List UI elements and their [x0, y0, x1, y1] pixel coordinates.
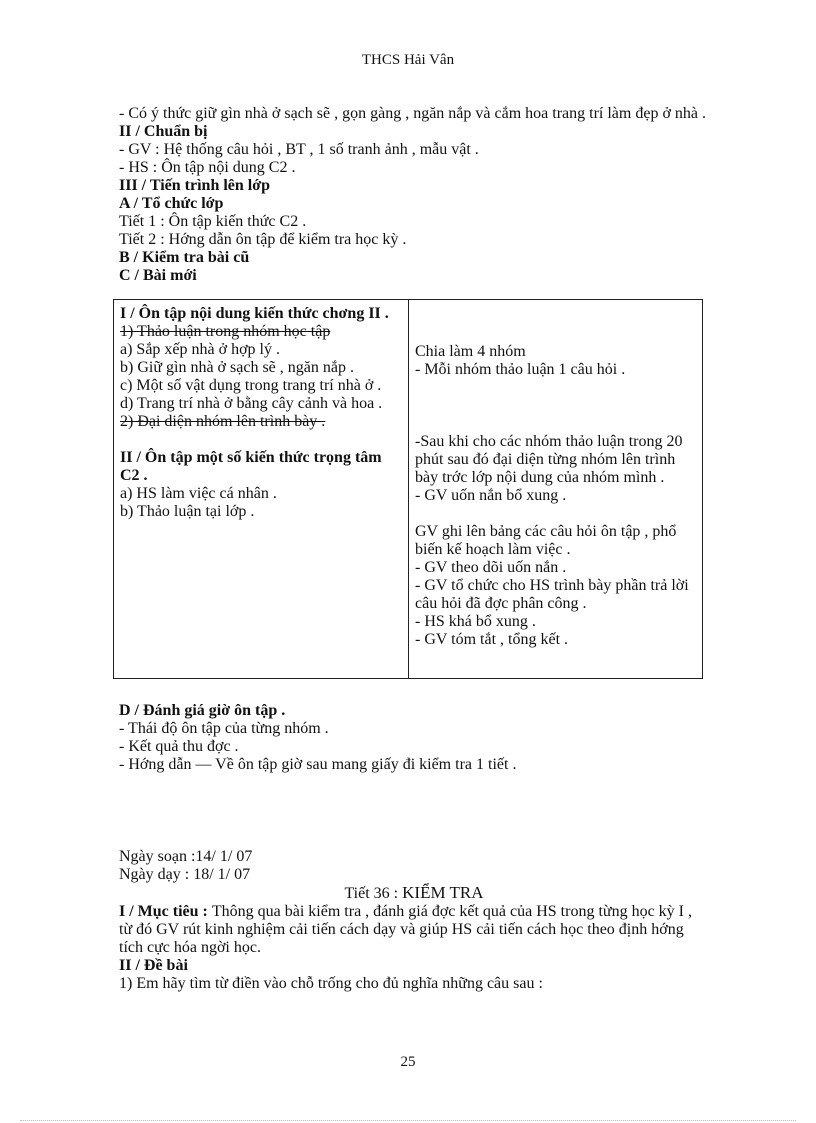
table-item: 2) Đại diện nhóm lên trình bày . — [120, 413, 326, 430]
table-heading: II / Ôn tập một số kiến thức trọng tâm C2 . — [120, 449, 382, 484]
evaluation-section — [119, 702, 709, 774]
tiet-line: Tiết 1 : Ôn tập kiến thức C2 . — [119, 213, 307, 230]
table-item: GV ghi lên bảng các câu hỏi ôn tập , phổ biến kế hoạch làm việc . — [415, 523, 677, 558]
spacer — [120, 431, 402, 449]
lesson-table — [113, 299, 703, 679]
lesson-36-section — [119, 848, 709, 993]
spacer — [415, 379, 695, 433]
tiet-line: Tiết 2 : Hớng dẫn ôn tập để kiểm tra học kỳ . — [119, 231, 407, 248]
intro-line: - Có ý thức giữ gìn nhà ở sạch sẽ , gọn gàng , ngăn nắp và cắm hoa trang trí làm đẹp ở nhà . — [119, 105, 707, 122]
date-taught: Ngày dạy : 18/ 1/ 07 — [119, 866, 251, 883]
table-item: - GV theo dõi uốn nắn . — [415, 559, 567, 576]
evaluation-line: - Thái độ ôn tập của từng nhóm . — [119, 720, 329, 737]
table-item: 1) Thảo luận trong nhóm học tập — [120, 323, 331, 340]
page-bottom-border — [20, 1120, 796, 1121]
table-item: -Sau khi cho các nhóm thảo luận trong 20 phút sau đó đại diện từng nhóm lên trình bày trớc lớp nội dung của nhóm mình . — [415, 433, 683, 486]
table-item: a) HS làm việc cá nhân . — [120, 485, 277, 502]
section-heading: D / Đánh giá giờ ôn tập . — [119, 702, 286, 719]
date-prepared: Ngày soạn :14/ 1/ 07 — [119, 848, 253, 865]
table-heading: I / Ôn tập nội dung kiến thức chơng II . — [120, 305, 389, 322]
section-heading: C / Bài mới — [119, 267, 197, 284]
table-item: - GV uốn nắn bổ xung . — [415, 487, 567, 504]
evaluation-line: - Hớng dẫn — Về ôn tập giờ sau mang giấy đi kiểm tra 1 tiết . — [119, 756, 517, 773]
intro-section — [119, 105, 709, 285]
hs-prep-line: - HS : Ôn tập nội dung C2 . — [119, 159, 296, 176]
page-number: 25 — [400, 1054, 416, 1070]
objectives-text: Thông qua bài kiểm tra , đánh giá đợc kết quả của HS trong từng học kỳ I , từ đó GV rút kinh nghiệm cải tiến cách dạy và giúp HS cải tiến cách học theo định hớng tích cực hóa ngời học. — [119, 903, 692, 956]
page-header: THCS Hải Vân — [361, 52, 455, 68]
table-left-column — [120, 305, 402, 521]
section-heading: III / Tiến trình lên lớp — [119, 177, 270, 194]
table-item: a) Sắp xếp nhà ở hợp lý . — [120, 341, 280, 358]
lesson-title-prefix: Tiết 36 : — [344, 885, 403, 902]
table-item: b) Thảo luận tại lớp . — [120, 503, 255, 520]
table-item: Chia làm 4 nhóm — [415, 343, 526, 360]
table-item: - GV tóm tắt , tổng kết . — [415, 631, 569, 648]
objectives-paragraph — [119, 903, 709, 957]
table-item: c) Một số vật dụng trong trang trí nhà ở . — [120, 377, 382, 394]
table-right-column — [415, 343, 695, 649]
lesson-title — [119, 884, 709, 903]
table-item: - GV tổ chức cho HS trình bày phần trả lời câu hỏi đã đợc phân công . — [415, 577, 689, 612]
section-heading: II / Chuẩn bị — [119, 123, 208, 140]
spacer — [415, 505, 695, 523]
section-heading: A / Tổ chức lớp — [119, 195, 224, 212]
section-heading: B / Kiểm tra bài cũ — [119, 249, 250, 266]
table-item: d) Trang trí nhà ở bằng cây cảnh và hoa . — [120, 395, 383, 412]
table-item: - Mỗi nhóm thảo luận 1 câu hỏi . — [415, 361, 626, 378]
gv-prep-line: - GV : Hệ thống câu hỏi , BT , 1 số tranh ảnh , mẫu vật . — [119, 141, 479, 158]
table-item: b) Giữ gìn nhà ở sạch sẽ , ngăn nắp . — [120, 359, 354, 376]
table-item: - HS khá bổ xung . — [415, 613, 536, 630]
section-heading: II / Đề bài — [119, 957, 188, 974]
table-divider — [408, 300, 409, 678]
objectives-label: I / Mục tiêu : — [119, 903, 212, 920]
question-line: 1) Em hãy tìm từ điền vào chỗ trống cho đủ nghĩa những câu sau : — [119, 975, 543, 992]
lesson-title-main: KIỂM TRA — [402, 883, 484, 902]
evaluation-line: - Kết quả thu đợc . — [119, 738, 239, 755]
